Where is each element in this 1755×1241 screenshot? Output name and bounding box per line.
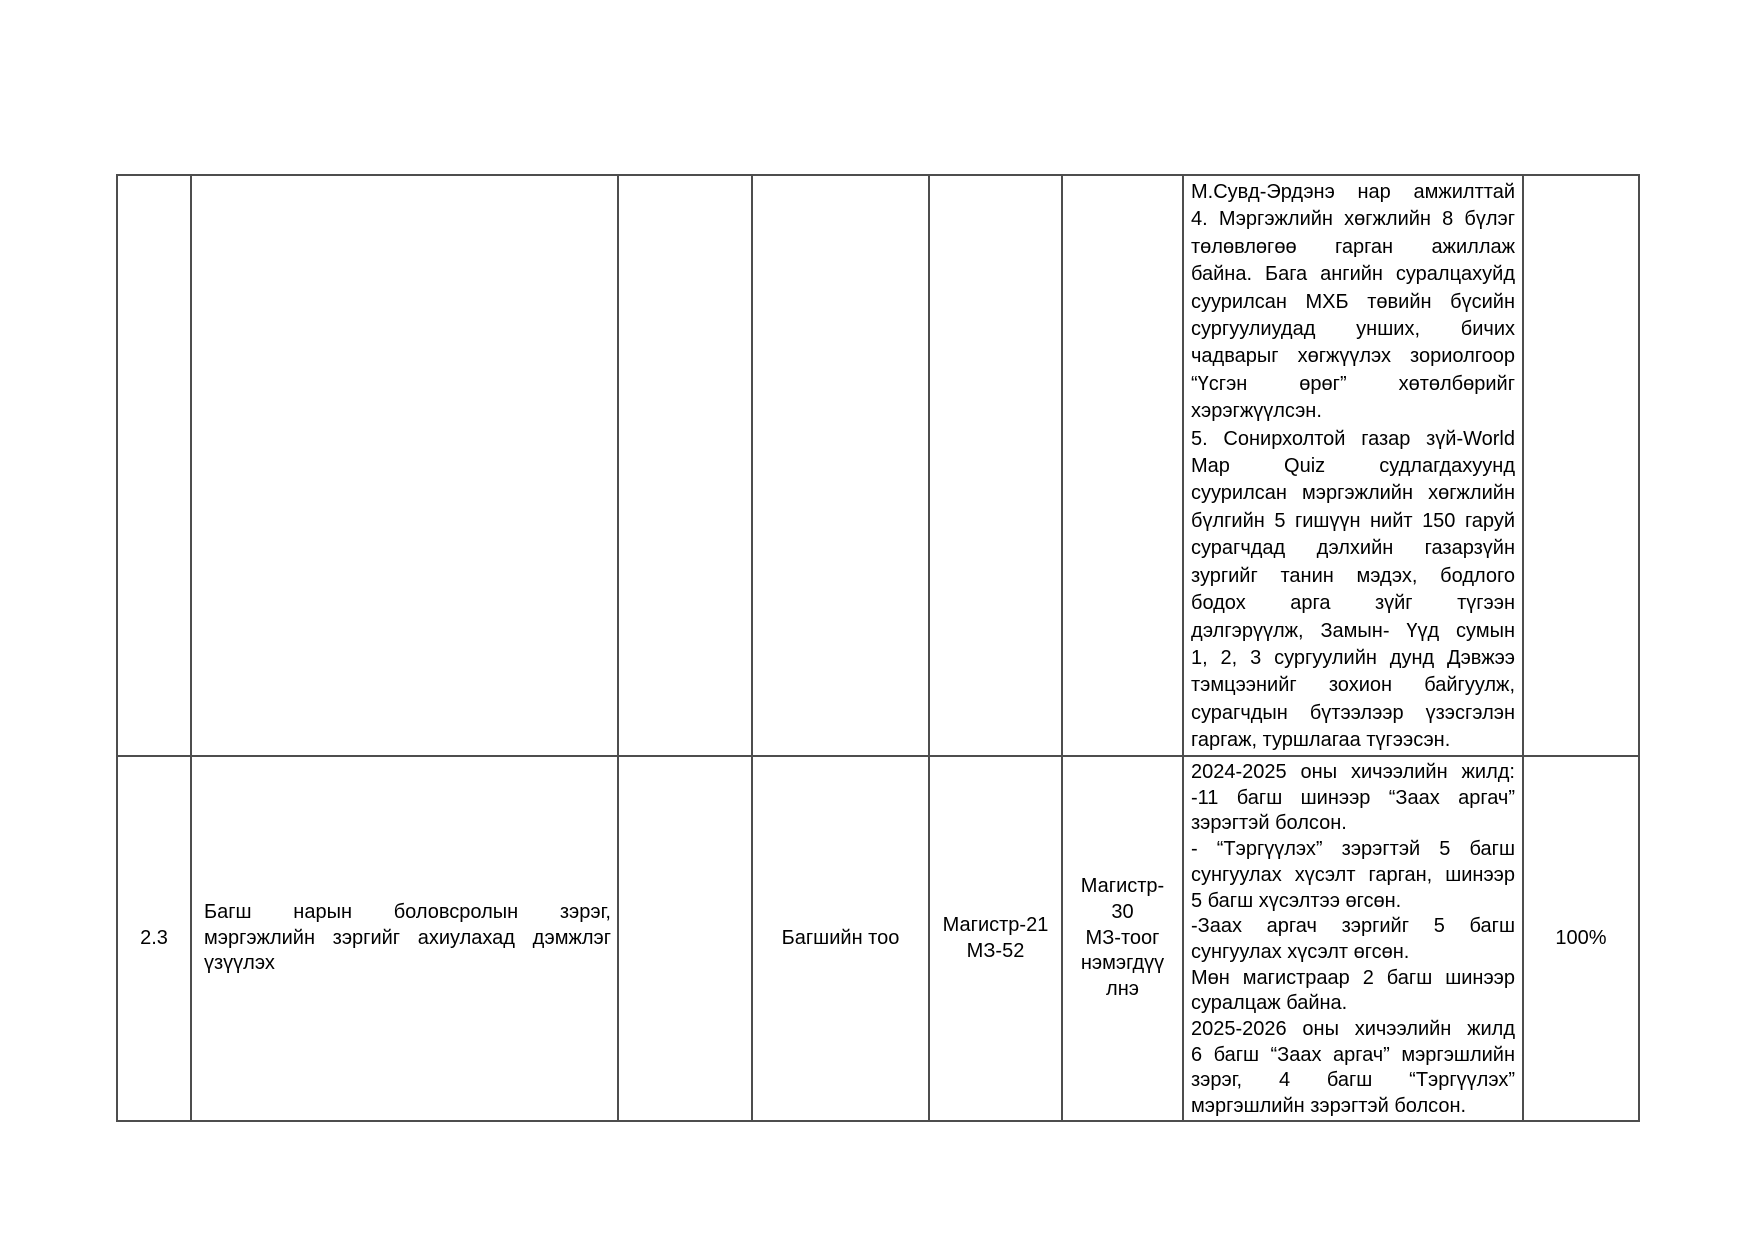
cell-row1-result bbox=[1184, 176, 1524, 757]
text-line: нэмэгдүү bbox=[1080, 952, 1165, 975]
text-line: лнэ bbox=[1106, 978, 1139, 1001]
text-line: 5. Сонирхолтой газар зүй-World bbox=[1191, 427, 1515, 450]
cell-row1-col2 bbox=[619, 176, 753, 757]
cell-row1-percent bbox=[1524, 176, 1640, 757]
cell-row1-indicator bbox=[753, 176, 930, 757]
text-line: төлөвлөгөө гарган ажиллаж bbox=[1191, 235, 1515, 258]
cell-row1-baseline bbox=[930, 176, 1063, 757]
text-line: сургуулиудад унших, бичих bbox=[1191, 318, 1515, 341]
cell-row2-number: 2.3 bbox=[118, 757, 192, 1122]
text-line: байна. Бага ангийн суралцахуйд bbox=[1191, 263, 1515, 286]
text-line: мэргэшлийн зэрэгтэй болсон. bbox=[1191, 1095, 1467, 1118]
text-line: үзүүлэх bbox=[204, 952, 275, 975]
text-line: Магистр-21 bbox=[942, 913, 1049, 936]
text-line: 4. Мэргэжлийн хөгжлийн 8 бүлэг bbox=[1191, 208, 1515, 231]
text-line: тэмцээнийг зохион байгуулж, bbox=[1191, 674, 1515, 697]
table-row bbox=[118, 757, 1640, 1122]
text-line: сунгуулах хүсэлт гарган, шинээр bbox=[1191, 863, 1515, 886]
text-line: 6 багш “Заах аргач” мэргэшлийн bbox=[1191, 1043, 1515, 1066]
text-line: дэлгэрүүлж, Замын- Үүд сумын bbox=[1191, 619, 1515, 642]
cell-row2-description bbox=[192, 757, 619, 1122]
text-line: сунгуулах хүсэлт өгсөн. bbox=[1191, 940, 1410, 963]
text-line: суралцаж байна. bbox=[1191, 992, 1348, 1015]
text-line: 2024-2025 оны хичээлийн жилд: bbox=[1191, 761, 1515, 783]
table-row bbox=[118, 176, 1640, 757]
text-line: Map Quiz судлагдахуунд bbox=[1191, 455, 1515, 478]
text-line: Багш нарын боловсролын зэрэг, bbox=[204, 900, 611, 923]
text-line: 5 багш хүсэлтээ өгсөн. bbox=[1191, 889, 1402, 912]
text-line: сурагчдын бүтээлээр үзэсгэлэн bbox=[1191, 701, 1515, 724]
cell-row2-result bbox=[1184, 757, 1524, 1122]
text-line: суурилсан мэргэжлийн хөгжлийн bbox=[1191, 482, 1515, 505]
report-table bbox=[116, 174, 1640, 1122]
text-line: хэрэгжүүлсэн. bbox=[1191, 400, 1322, 423]
text-line: МЗ-52 bbox=[966, 939, 1025, 962]
text-line: бүлгийн 5 гишүүн нийт 150 гаруй bbox=[1191, 509, 1515, 532]
text-line: сурагчдад дэлхийн газарзүйн bbox=[1191, 537, 1515, 560]
text-line: зэрэгтэй болсон. bbox=[1191, 812, 1347, 835]
text-line: бодох арга зүйг түгээн bbox=[1191, 592, 1515, 615]
cell-row2-percent: 100% bbox=[1524, 757, 1640, 1122]
text-line: 2025-2026 оны хичээлийн жилд bbox=[1191, 1018, 1515, 1041]
text-line: М.Сувд-Эрдэнэ нар амжилттай bbox=[1191, 181, 1515, 203]
cell-row1-target bbox=[1063, 176, 1184, 757]
cell-row1-number bbox=[118, 176, 192, 757]
text-line: “Үсгэн өрөг” хөтөлбөрийг bbox=[1191, 372, 1515, 395]
text-line: 1, 2, 3 сургуулийн дунд Дэвжээ bbox=[1191, 646, 1515, 669]
text-line: 30 bbox=[1111, 900, 1134, 923]
text-line: - “Тэргүүлэх” зэрэгтэй 5 багш bbox=[1191, 838, 1515, 861]
cell-row1-description bbox=[192, 176, 619, 757]
text-line: -11 багш шинээр “Заах аргач” bbox=[1191, 786, 1515, 809]
text-line: МЗ-тоог bbox=[1085, 926, 1160, 949]
text-line: мэргэжлийн зэргийг ахиулахад дэмжлэг bbox=[204, 926, 611, 949]
text-line: суурилсан МХБ төвийн бүсийн bbox=[1191, 290, 1515, 313]
text-line: Магистр- bbox=[1080, 875, 1165, 898]
cell-row2-col2 bbox=[619, 757, 753, 1122]
cell-row2-indicator: Багшийн тоо bbox=[753, 757, 930, 1122]
cell-row2-target bbox=[1063, 757, 1184, 1122]
text-line: зургийг танин мэдэх, бодлого bbox=[1191, 564, 1515, 587]
cell-row2-baseline bbox=[930, 757, 1063, 1122]
text-line: зэрэг, 4 багш “Тэргүүлэх” bbox=[1191, 1069, 1515, 1092]
text-line: -Заах аргач зэргийг 5 багш bbox=[1191, 915, 1515, 938]
text-line: чадварыг хөгжүүлэх зориолгоор bbox=[1191, 345, 1515, 368]
text-line: Мөн магистраар 2 багш шинээр bbox=[1191, 966, 1515, 989]
text-line: гаргаж, туршлагаа түгээсэн. bbox=[1191, 729, 1451, 752]
